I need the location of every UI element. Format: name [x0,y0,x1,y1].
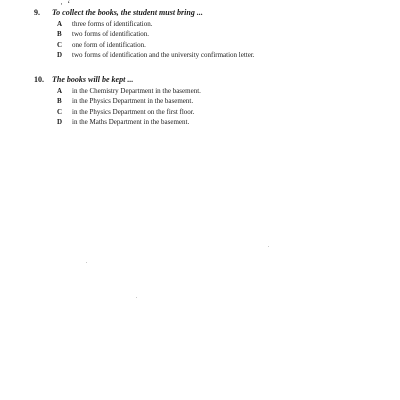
option-letter: D [57,50,63,59]
question-9-number: 9. [34,8,40,17]
question-9-options [34,19,374,60]
question-9 [34,7,374,60]
option-text: in the Physics Department in the basement. [72,97,194,106]
question-9-stem: To collect the books, the student must bring ... [52,8,203,17]
question-10-option-a[interactable] [34,86,374,96]
question-10-header [34,74,374,85]
option-letter: D [57,117,63,126]
option-text: two forms of identification and the university confirmation letter. [72,50,255,59]
option-letter: B [57,30,62,39]
question-10-number: 10. [34,75,44,84]
question-10-stem: The books will be kept ... [52,75,134,84]
cropped-text-fragment [60,0,180,9]
question-9-option-b[interactable] [34,29,374,39]
option-text: in the Chemistry Department in the basement. [72,87,201,95]
scan-speck [86,262,87,263]
question-10-options [34,86,374,127]
option-letter: C [57,107,63,116]
question-9-header [34,7,374,18]
option-text: in the Maths Department in the basement. [72,117,190,126]
option-text: two forms of identification. [72,30,149,39]
question-10-option-d[interactable] [34,117,374,127]
cropped-text: · ʻ [60,0,72,9]
option-text: three forms of identification. [72,20,153,28]
question-9-option-a[interactable] [34,19,374,29]
option-letter: C [57,40,63,49]
question-9-option-d[interactable] [34,50,374,60]
option-letter: A [57,20,63,28]
option-text: one form of identification. [72,40,146,49]
option-text: in the Physics Department on the first floor. [72,107,195,116]
option-letter: B [57,97,62,106]
question-10-option-c[interactable] [34,107,374,117]
question-10 [34,74,374,127]
scan-speck [268,246,269,247]
scan-speck [136,297,137,298]
question-10-option-b[interactable] [34,96,374,106]
option-letter: A [57,87,63,95]
question-9-option-c[interactable] [34,40,374,50]
